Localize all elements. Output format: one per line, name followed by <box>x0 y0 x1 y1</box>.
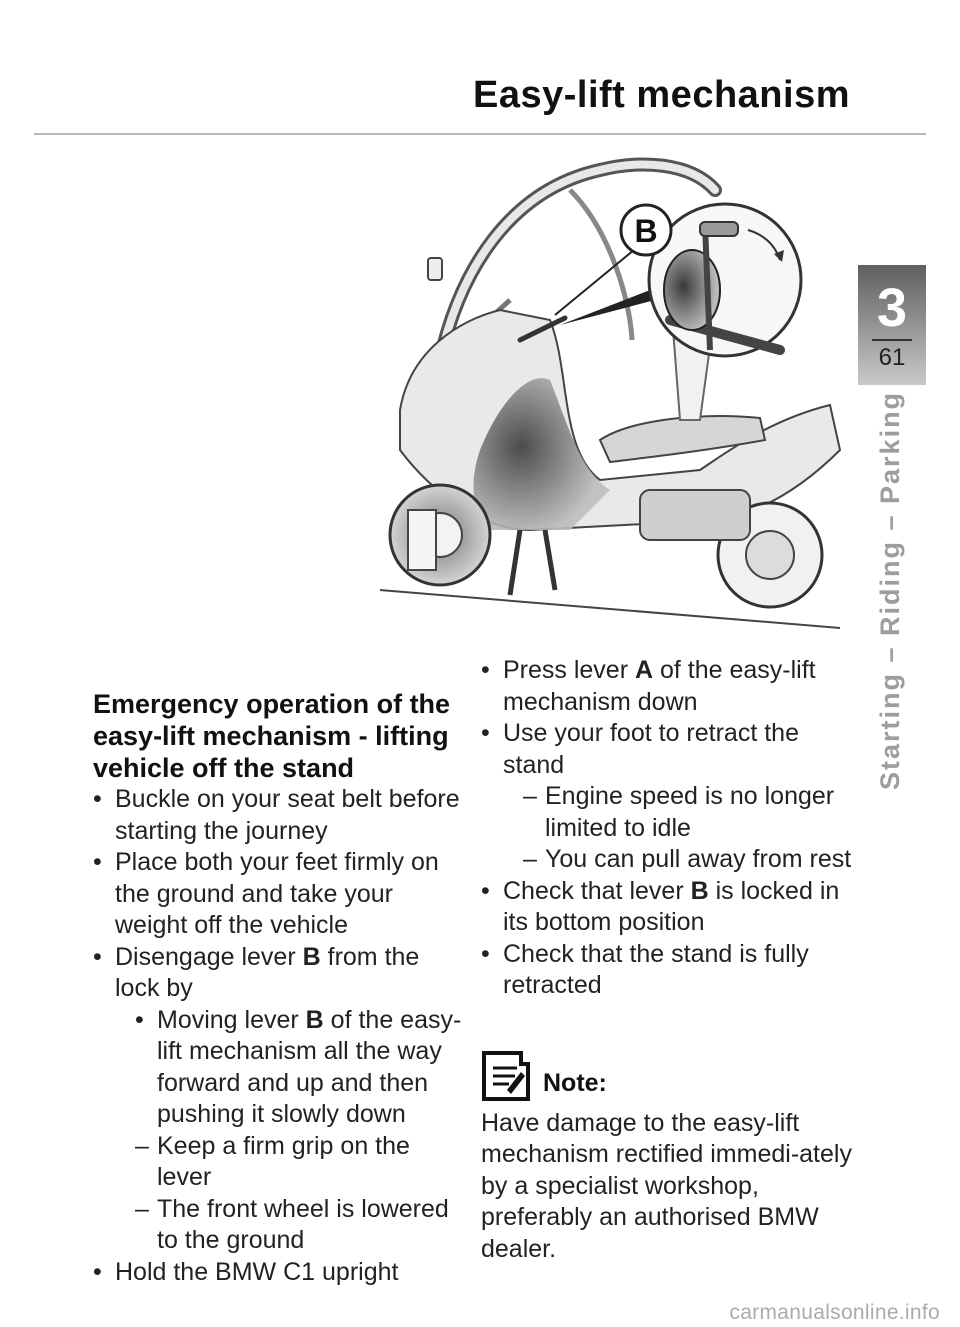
list-item: • Hold the BMW C1 upright <box>93 1257 468 1289</box>
sub-list <box>503 781 861 876</box>
instruction-list-left <box>93 784 468 1288</box>
list-item: – Engine speed is no longer limited to idle <box>523 781 861 844</box>
list-item: • Moving lever B of the easy-lift mechanism all the way forward and up and then pushing it slowly down <box>135 1005 468 1131</box>
list-item: • Place both your feet firmly on the ground and take your weight off the vehicle <box>93 847 468 942</box>
list-item: – Keep a firm grip on the lever <box>135 1131 468 1194</box>
chapter-number: 3 <box>876 278 908 338</box>
list-item: • Check that lever B is locked in its bottom position <box>481 876 861 939</box>
sub-list <box>115 1005 468 1257</box>
right-column <box>481 655 861 1265</box>
list-item: • Press lever A of the easy-lift mechanism down <box>481 655 861 718</box>
page-number: 61 <box>878 344 906 371</box>
note-label: Note: <box>543 1069 607 1097</box>
left-column <box>93 688 468 1288</box>
note-header <box>481 1048 861 1102</box>
scooter-illustration <box>370 150 860 640</box>
chapter-tab-divider <box>872 339 912 341</box>
chapter-tab <box>858 265 926 385</box>
list-item: • Check that the stand is fully retracted <box>481 939 861 1002</box>
list-item: – The front wheel is lowered to the ground <box>135 1194 468 1257</box>
note-pad-icon <box>481 1050 531 1102</box>
title-divider <box>34 133 926 135</box>
watermark: carmanualsonline.info <box>729 1301 940 1324</box>
section-heading: Emergency operation of the easy-lift mechanism - lifting vehicle off the stand <box>93 689 451 783</box>
list-item: • Buckle on your seat belt before starting the journey <box>93 784 468 847</box>
callout-label-b: B <box>634 213 658 249</box>
note-text: Have damage to the easy-lift mechanism rectified immedi-ately by a specialist workshop, preferably an authorised BMW dealer. <box>481 1108 852 1263</box>
list-item: • Disengage lever B from the lock by • Moving lever B of the easy-lift mechanism all the way forward and up and then pushing it slowly down – Keep a firm grip on the lever – The front wheel is lowered to the ground <box>93 942 468 1257</box>
list-item: • Use your foot to retract the stand – Engine speed is no longer limited to idle – You can pull away from rest <box>481 718 861 876</box>
chapter-side-label: Starting – Riding – Parking <box>875 390 905 790</box>
list-item: – You can pull away from rest <box>523 844 861 876</box>
instruction-list-right <box>481 655 861 1002</box>
page-title: Easy-lift mechanism <box>473 74 850 116</box>
note-block <box>481 1048 861 1266</box>
